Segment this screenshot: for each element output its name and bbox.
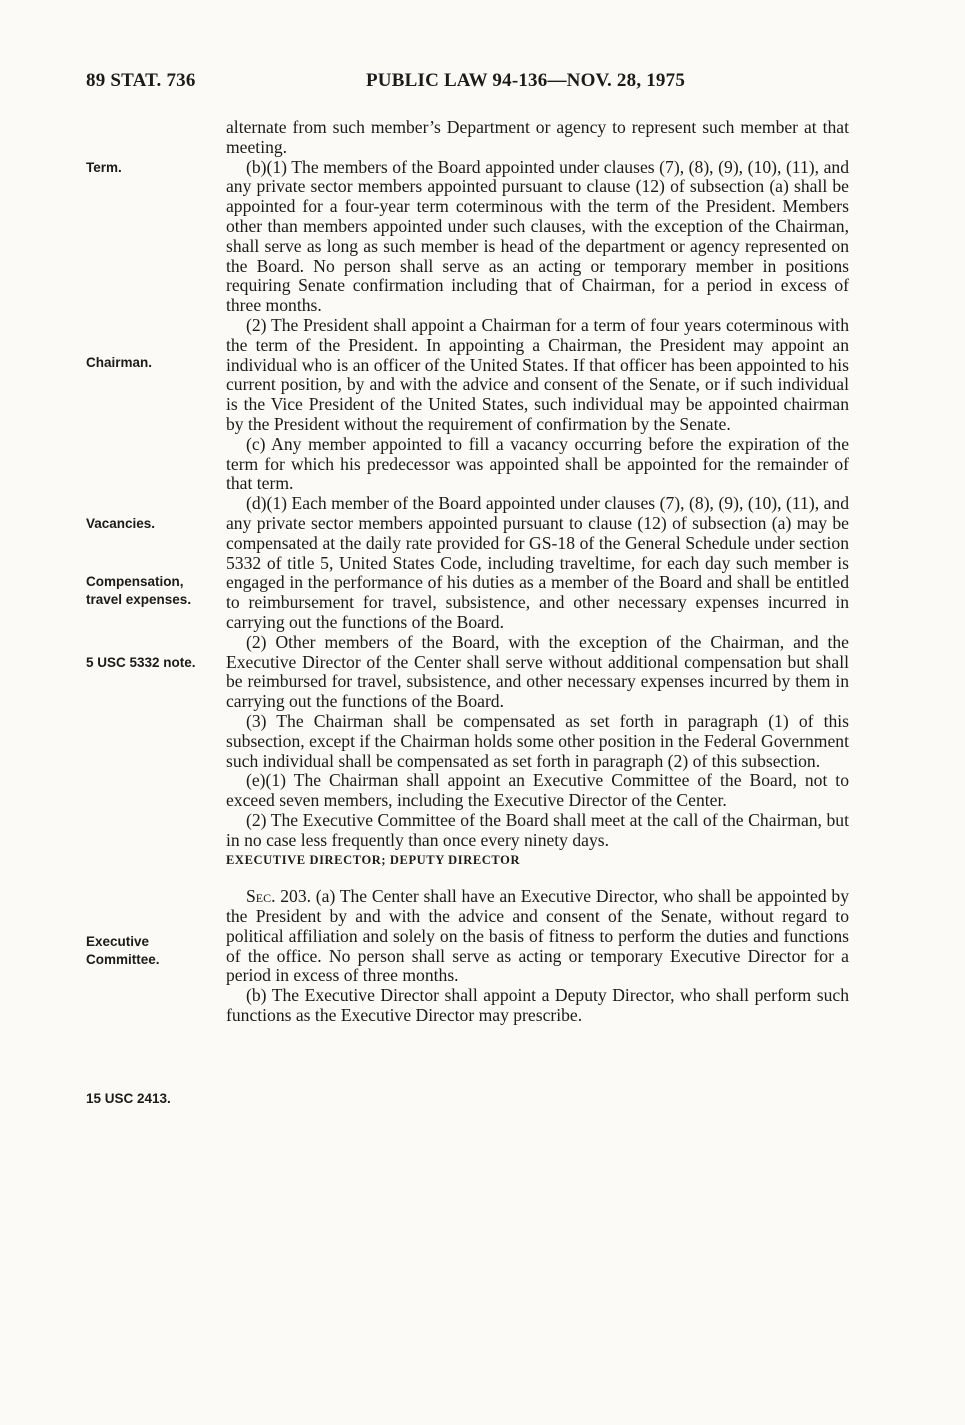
paragraph-alternate: alternate from such member’s Department or agency to represent such member at that meeting. (226, 117, 849, 157)
margin-note-chairman: Chairman. (86, 355, 153, 370)
paragraph-c-vacancies: (c) Any member appointed to fill a vacancy occurring before the expiration of the term for which his predecessor was appointed shall be appointed for the remainder of that term. (226, 433, 849, 494)
paragraph-b1-term: (b)(1) The members of the Board appointed under clauses (7), (8), (9), (10), (11), and any private sector members appointed pursuant to clause (12) of subsection (a) shall be appointed for a four-year term coterminous with the term of the President. Members other than members appointed under such clauses, with the exception of the Chairman, shall serve as long as such member is head of the department or agency represented on the Board. No person shall serve as an acting or temporary member in positions requiring Senate confirmation including that of Chairman, for a period in excess of three months. (226, 156, 849, 316)
margin-note-executive-line1: Executive (86, 934, 150, 949)
margin-note-executive-line2: Committee. (86, 952, 160, 967)
margin-note-usc-5332: 5 USC 5332 note. (86, 655, 196, 670)
margin-note-term: Term. (86, 160, 122, 175)
margin-note-compensation-line1: Compensation, (86, 574, 184, 589)
paragraph-d3-chairman-compensation: (3) The Chairman shall be compensated as set forth in paragraph (1) of this subsection, except if the Chairman holds some other position in the Federal Government such individual shall be compensated as set forth in paragraph (2) of this subsection. (226, 710, 849, 771)
section-number: Sec. 203. (246, 886, 312, 907)
page-running-title: PUBLIC LAW 94-136—NOV. 28, 1975 (366, 70, 686, 91)
paragraph-b2-chairman: (2) The President shall appoint a Chairman for a term of four years coterminous with the term of the President. In appointing a Chairman, the President may appoint an individual who is an officer of the United States. If that officer has been appointed to his current position, by and with the advice and consent of the Senate, or if such individual is the Vice President of the United States, such individual may be appointed chairman by the President without the requirement of confirmation by the Senate. (226, 314, 849, 434)
paragraph-d1-compensation: (d)(1) Each member of the Board appointed under clauses (7), (8), (9), (10), (11), and any private sector members appointed pursuant to clause (12) of subsection (a) may be compensated at the daily rate provided for GS-18 of the General Schedule under section 5332 of title 5, United States Code, including traveltime, for each day such member is engaged in the performance of his duties as a member of the Board and shall be entitled to reimbursement for travel, subsistence, and other necessary expenses incurred in carrying out the functions of the Board. (226, 493, 849, 632)
paragraph-e1-executive-committee: (e)(1) The Chairman shall appoint an Executive Committee of the Board, not to exceed seven members, including the Executive Director of the Center. (226, 770, 849, 811)
paragraph-sec203-b: (b) The Executive Director shall appoint a Deputy Director, who shall perform such functions as the Executive Director may prescribe. (226, 985, 849, 1026)
page-stat-reference: 89 STAT. 736 (86, 70, 196, 91)
margin-note-vacancies: Vacancies. (86, 516, 156, 531)
margin-note-compensation-line2: travel expenses. (86, 592, 192, 607)
paragraph-e2-meetings: (2) The Executive Committee of the Board shall meet at the call of the Chairman, but in no case less frequently than once every ninety days. (226, 809, 849, 850)
paragraph-sec203-a (226, 887, 849, 986)
paragraph-d2-other-members: (2) Other members of the Board, with the exception of the Chairman, and the Executive Director of the Center shall serve without additional compensation but shall be reimbursed for travel, subsistence, and other necessary expenses incurred by them in carrying out the functions of the Board. (226, 631, 849, 712)
section-heading: EXECUTIVE DIRECTOR; DEPUTY DIRECTOR (226, 853, 521, 868)
statute-body (226, 118, 849, 1026)
margin-note-usc-2413: 15 USC 2413. (86, 1091, 171, 1106)
paragraph-sec203-a-text: (a) The Center shall have an Executive Director, who shall be appointed by the President by and with the advice and consent of the Senate, without regard to political affiliation and solely on the basis of fitness to perform the duties and functions of the office. No person shall serve as acting or temporary Executive Director for a period in excess of three months. (226, 886, 849, 986)
margin-note-executive-committee (86, 933, 216, 969)
margin-note-compensation (86, 573, 216, 609)
